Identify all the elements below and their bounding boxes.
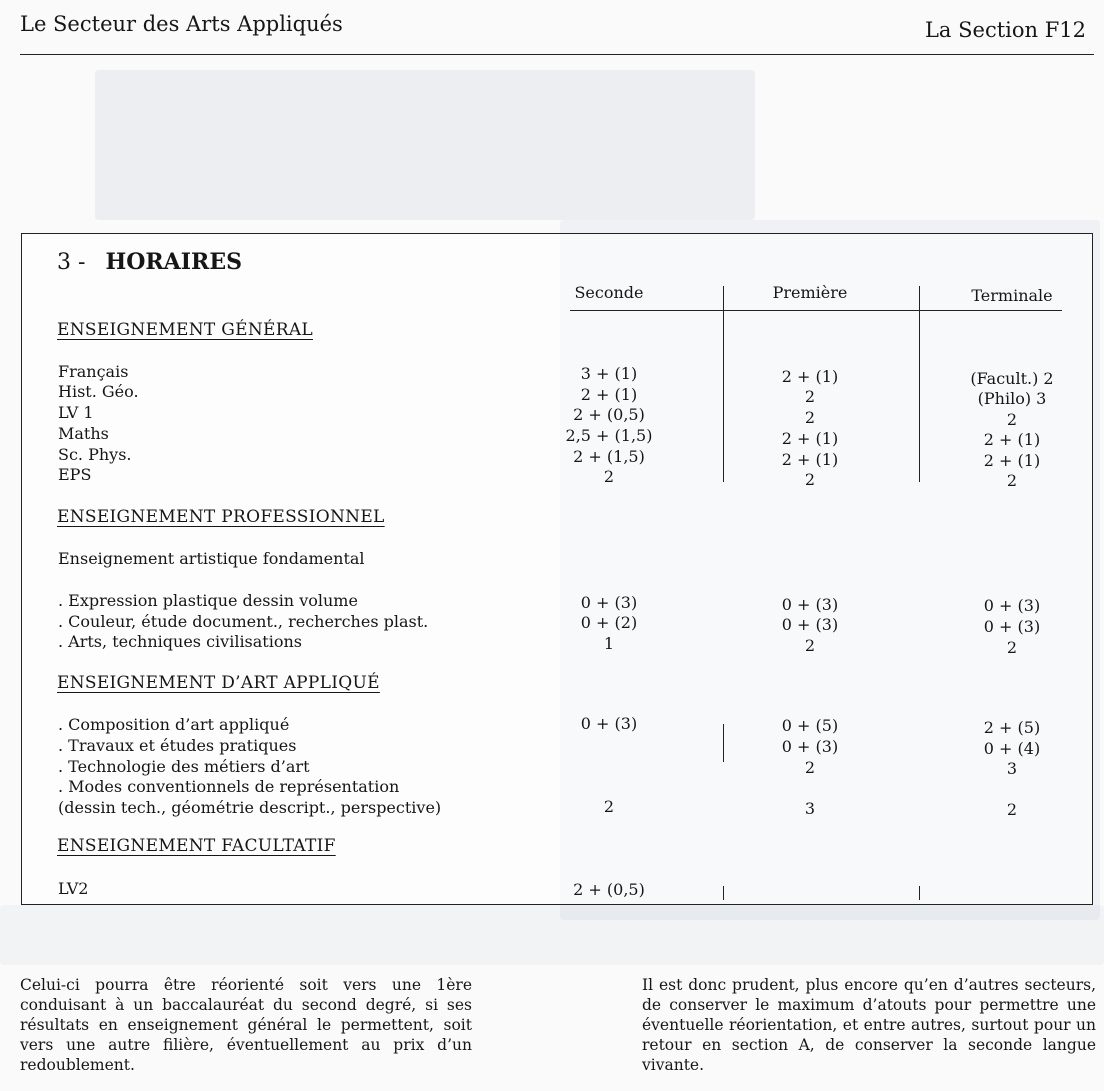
cell-seconde: 2 + (0,5) [573, 880, 645, 899]
cell-premiere: 2 + (1) [781, 429, 839, 448]
running-header-right: La Section F12 [924, 18, 1086, 42]
section-heading-facultatif: ENSEIGNEMENT FACULTATIF [57, 836, 336, 856]
row-label: . Composition d’art appliqué [58, 715, 290, 734]
column-header-rule [570, 310, 1062, 311]
column-divider [919, 286, 920, 482]
column-divider [723, 886, 724, 900]
cell-terminale: 0 + (3) [983, 596, 1041, 615]
cell-seconde: 0 + (2) [580, 613, 638, 632]
cell-seconde: 2,5 + (1,5) [565, 426, 653, 445]
cell-terminale: 2 + (5) [983, 718, 1041, 737]
cell-premiere: 2 [804, 408, 816, 427]
cell-terminale: (Facult.) 2 [970, 369, 1054, 388]
cell-terminale: 2 + (1) [983, 451, 1041, 470]
cell-premiere: 2 [804, 470, 816, 489]
show-through-texture [95, 70, 755, 220]
cell-premiere: 2 [804, 758, 816, 777]
cell-seconde: 2 + (1) [580, 385, 638, 404]
cell-premiere: 0 + (3) [781, 595, 839, 614]
cell-seconde: 2 + (0,5) [573, 405, 645, 424]
cell-premiere: 2 [804, 636, 816, 655]
cell-terminale: 2 + (1) [983, 430, 1041, 449]
row-label: . Technologie des métiers d’art [58, 757, 310, 776]
row-label: EPS [58, 465, 92, 484]
row-label: Hist. Géo. [58, 382, 139, 401]
cell-premiere: 3 [804, 799, 816, 818]
cell-terminale: 3 [1006, 759, 1018, 778]
section-number: 3 - [57, 250, 86, 275]
cell-seconde: 3 + (1) [580, 364, 638, 383]
cell-premiere: 2 + (1) [781, 367, 839, 386]
cell-premiere: 0 + (3) [781, 737, 839, 756]
row-label: . Expression plastique dessin volume [58, 591, 358, 610]
cell-seconde: 2 [603, 467, 615, 486]
cell-terminale: 2 [1006, 800, 1018, 819]
section-title [57, 249, 242, 275]
header-rule [20, 54, 1094, 55]
column-divider [723, 724, 724, 762]
column-header-premiere: Première [772, 283, 848, 302]
paragraph-right: Il est donc prudent, plus encore qu’en d’autres secteurs, de conserver le maximum d’atouts pour permettre une éventuelle réorientation, et entre autres, surtout pour un retour en section A, de conserver la seconde langue vivante. [642, 976, 1096, 1074]
cell-seconde: 2 [603, 797, 615, 816]
cell-terminale: (Philo) 3 [977, 389, 1047, 408]
section-heading-art-applique: ENSEIGNEMENT D’ART APPLIQUÉ [57, 673, 380, 693]
cell-terminale: 2 [1006, 638, 1018, 657]
row-label: . Modes conventionnels de représentation [58, 777, 400, 796]
column-divider [919, 886, 920, 900]
section-heading-professionnel: ENSEIGNEMENT PROFESSIONNEL [57, 507, 385, 527]
row-label: (dessin tech., géométrie descript., perspective) [58, 798, 442, 817]
row-label: . Travaux et études pratiques [58, 736, 297, 755]
section-heading-general: ENSEIGNEMENT GÉNÉRAL [57, 320, 313, 340]
column-header-terminale: Terminale [971, 286, 1053, 305]
cell-terminale: 0 + (4) [983, 739, 1041, 758]
paragraph-left: Celui-ci pourra être réorienté soit vers une 1ère conduisant à un baccalauréat du second degré, si ses résultats en enseignement général le permettent, soit vers une autre filière, éventuellement au prix d’un redoublement. [20, 976, 472, 1074]
cell-premiere: 0 + (5) [781, 716, 839, 735]
running-header-left: Le Secteur des Arts Appliqués [20, 12, 343, 36]
column-divider [723, 286, 724, 482]
row-label: . Arts, techniques civilisations [58, 632, 302, 651]
column-header-seconde: Seconde [574, 283, 644, 302]
row-label: Français [58, 362, 129, 381]
row-label: LV2 [58, 879, 89, 898]
cell-premiere: 0 + (3) [781, 615, 839, 634]
cell-premiere: 2 + (1) [781, 450, 839, 469]
cell-seconde: 0 + (3) [580, 714, 638, 733]
cell-terminale: 2 [1006, 410, 1018, 429]
cell-seconde: 2 + (1,5) [573, 447, 645, 466]
row-label: LV 1 [58, 403, 94, 422]
row-label: Sc. Phys. [58, 445, 132, 464]
cell-terminale: 2 [1006, 471, 1018, 490]
row-label: Maths [58, 424, 109, 443]
row-label: . Couleur, étude document., recherches plast. [58, 612, 429, 631]
section-title-text: HORAIRES [105, 249, 242, 275]
cell-premiere: 2 [804, 387, 816, 406]
cell-seconde: 0 + (3) [580, 593, 638, 612]
show-through-texture [0, 905, 1104, 965]
cell-seconde: 1 [603, 634, 615, 653]
subsection-label: Enseignement artistique fondamental [58, 549, 365, 568]
cell-terminale: 0 + (3) [983, 617, 1041, 636]
